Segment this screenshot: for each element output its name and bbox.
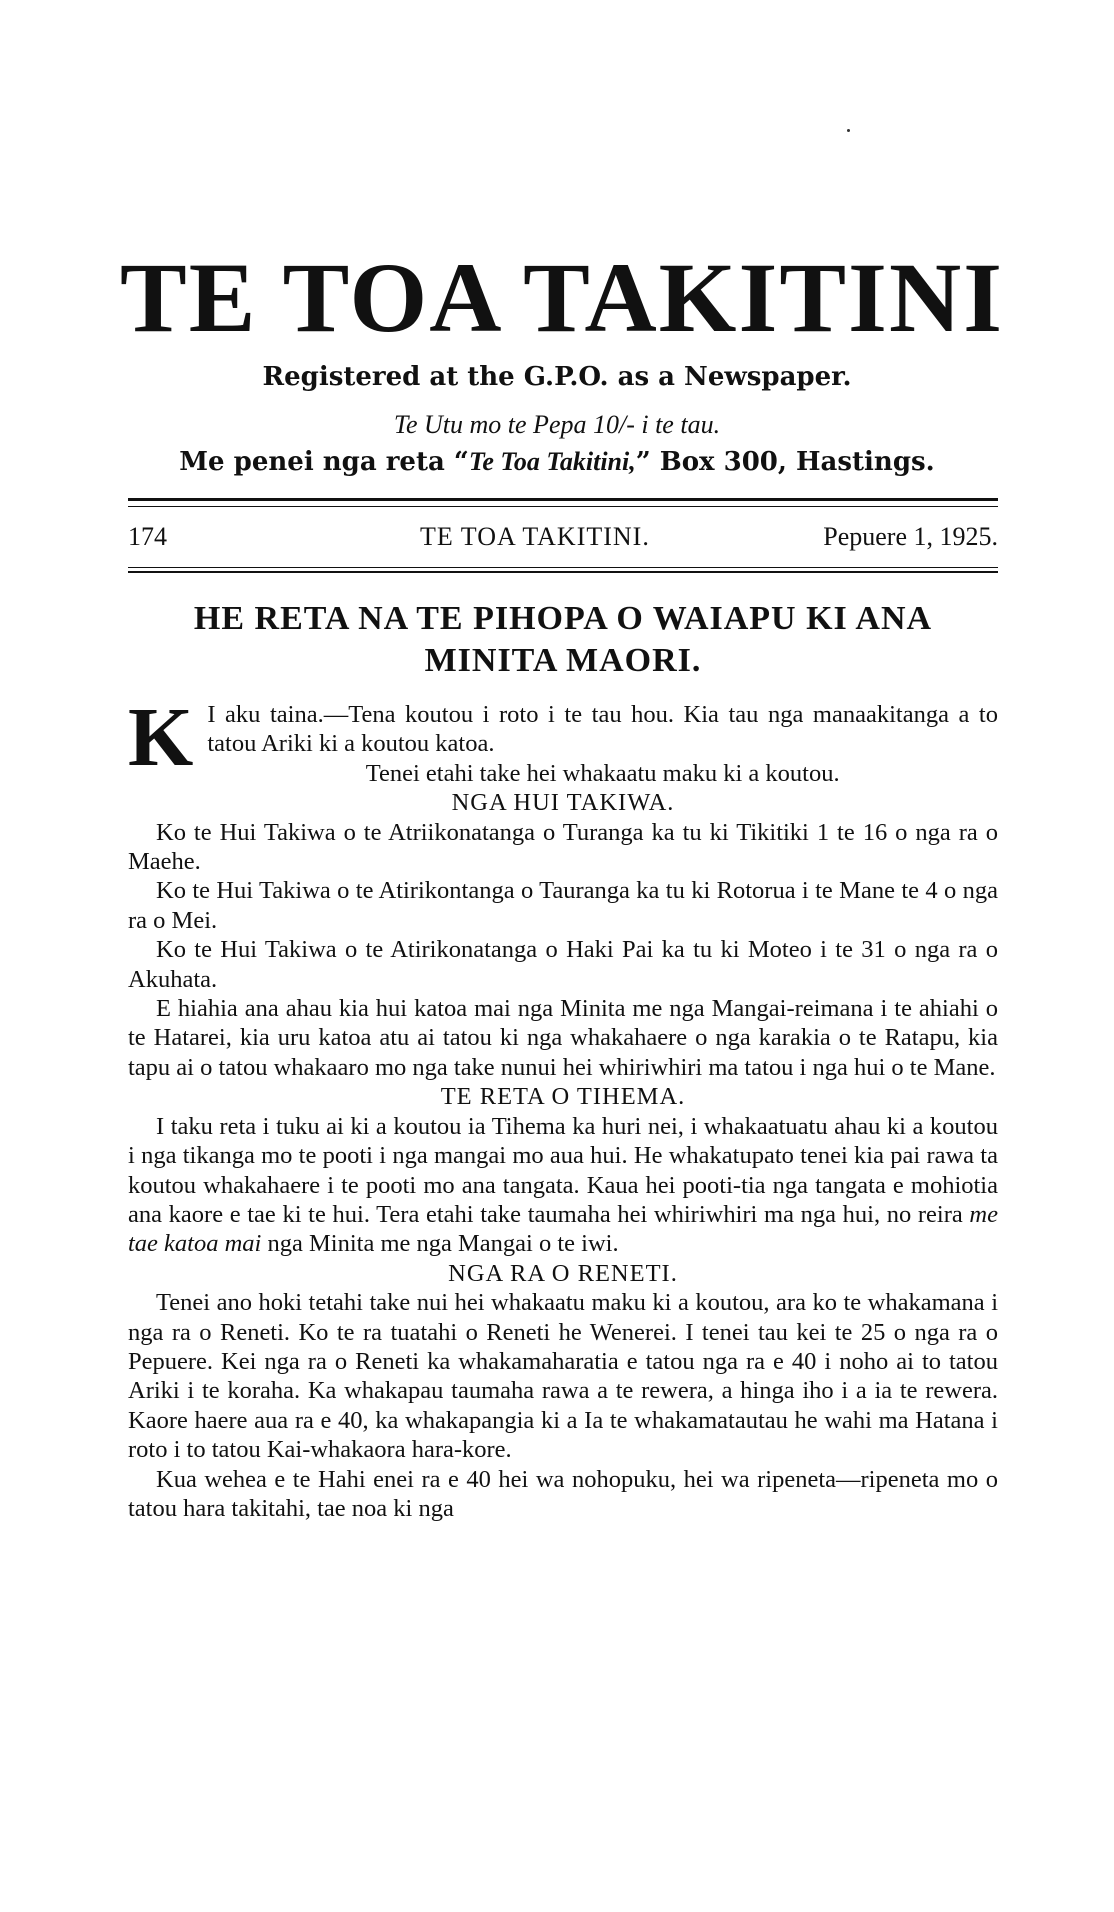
paragraph xyxy=(128,1112,998,1259)
address-line xyxy=(0,447,1114,477)
masthead-title: TE TOA TAKITINI xyxy=(120,242,1005,353)
intro-line: Tenei etahi take hei whakaatu maku ki a koutou. xyxy=(365,759,840,787)
print-speck xyxy=(847,129,850,132)
paragraph-text: I taku reta i tuku ai ki a koutou ia Tihema ka huri nei, i whakaatuatu ahau ki a koutou i nga tikanga mo te pooti i nga mangai mo aua hui. He whakatupato tenei kia pai rawa ta koutou whakahaere i te pooti mo ana tangata. Kaua hei pooti-tia nga tangata e mohiotia ana kaore e tae ki te hui. Tera etahi take taumaha hei whiriwhiri ma nga hui, no reira xyxy=(128,1112,998,1228)
top-rule-thin xyxy=(128,506,998,507)
bottom-rule-thin xyxy=(128,567,998,568)
address-suffix: ” Box 300, Hastings. xyxy=(635,447,935,477)
section-heading-reneti: NGA RA O RENETI. xyxy=(448,1259,678,1287)
paragraph: Kua wehea e te Hahi enei ra e 40 hei wa nohopuku, hei wa ripeneta—ripeneta mo o tatou hara takitahi, tae noa ki nga xyxy=(128,1465,998,1522)
paragraph-text-end: nga Minita me nga Mangai o te iwi. xyxy=(267,1230,619,1258)
article-body xyxy=(128,691,998,1523)
paragraph-emphasis: me tae katoa mai xyxy=(128,1200,998,1258)
paragraph: Ko te Hui Takiwa o te Atirikonatanga o Haki Pai ka tu ki Moteo i te 31 o nga ra o Akuhata. xyxy=(128,936,998,993)
top-rule-thick xyxy=(128,498,998,501)
page-number: 174 xyxy=(128,522,167,551)
paragraph: Tenei ano hoki tetahi take nui hei whakaatu maku ki a koutou, ara ko te whakamana i nga ra o Reneti. Ko te ra tuatahi o Reneti he Wenerei. I tenei tau kei te 25 o nga ra o Pepuere. Kei nga ra o Reneti ka whakamaharatia e tatou nga ra e 40 i noho ai to tatou Ariki i te koraha. Ka whakapau taumaha rawa a te rewera, a hinga iho i a ia te rewera. Kaore haere aua ra e 40, ka whakapangia ki a Ia te whakamatautau he wahi ma Hatana i roto i to tatou Kai-whakaora hara-kore. xyxy=(128,1289,998,1464)
section-heading-reta-tihema: TE RETA O TIHEMA. xyxy=(440,1083,686,1111)
article-headline: HE RETA NA TE PIHOPA O WAIAPU KI ANA MINITA MAORI. xyxy=(193,600,933,679)
paragraph: Ko te Hui Takiwa o te Atirikontanga o Tauranga ka tu ki Rotorua i te Mane te 4 o nga ra o Mei. xyxy=(128,877,998,934)
paragraph: Ko te Hui Takiwa o te Atriikonatanga o Turanga ka tu ki Tikitiki 1 te 16 o nga ra o Maehe. xyxy=(128,818,998,876)
address-prefix: Me penei nga reta “ xyxy=(179,447,469,477)
section-heading-hui-takiwa: NGA HUI TAKIWA. xyxy=(451,789,675,817)
price-line: Te Utu mo te Pepa 10/- i te tau. xyxy=(393,410,721,439)
registration-line: Registered at the G.P.O. as a Newspaper. xyxy=(262,362,852,392)
intro-paragraph: I aku taina.—Tena koutou i roto i te tau hou. Kia tau nga manaakitanga a to tatou Ariki ki a koutou katoa. xyxy=(207,701,998,758)
running-head xyxy=(128,522,998,558)
address-paper-name: Te Toa Takitini, xyxy=(468,447,636,476)
running-title: TE TOA TAKITINI. xyxy=(420,522,650,551)
drop-cap: K xyxy=(128,691,194,784)
bottom-rule-thick xyxy=(128,571,998,573)
issue-date: Pepuere 1, 1925. xyxy=(823,522,998,551)
paragraph: E hiahia ana ahau kia hui katoa mai nga Minita me nga Mangai-reimana i te ahiahi o te Hatarei, kia uru katoa atu ai tatou ki nga whakahaere o nga karakia o te Ratapu, kia tapu ai o tatou whakaaro mo nga take nunui hei whiriwhiri ma tatou i nga hui o te Mane. xyxy=(128,995,998,1081)
